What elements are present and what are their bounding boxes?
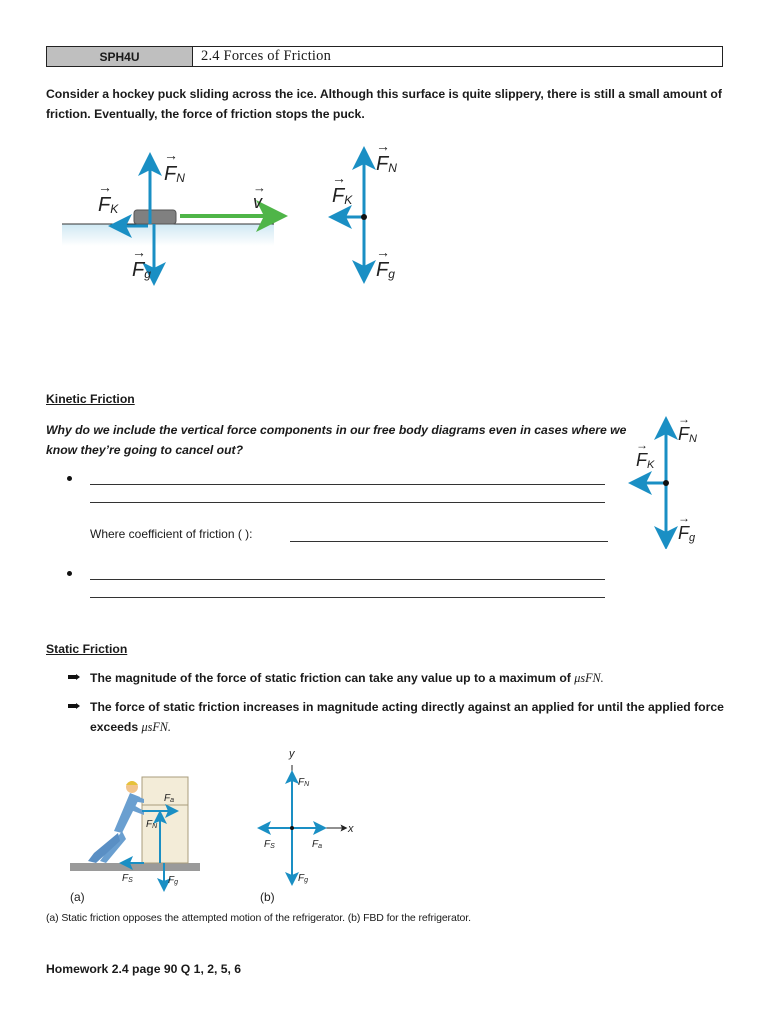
svg-text:→: → xyxy=(678,511,690,525)
person-icon xyxy=(88,781,144,863)
axis-y: y xyxy=(289,748,295,760)
answer-line xyxy=(90,579,605,580)
ice-surface xyxy=(62,224,274,246)
hockey-puck-figure xyxy=(40,140,440,300)
kinetic-fbd-figure xyxy=(625,414,705,549)
header-table xyxy=(46,46,723,67)
intro-line-1: Consider a hockey puck sliding across the ice. Although this surface is quite slippery, there is still a small amount of xyxy=(46,87,722,101)
svg-text:FN: FN xyxy=(146,819,158,830)
svg-text:→: → xyxy=(98,179,112,195)
v-label: v xyxy=(253,192,262,212)
kinetic-friction-heading: Kinetic Friction xyxy=(46,392,135,406)
svg-text:FN: FN xyxy=(376,153,397,175)
svg-text:→: → xyxy=(636,438,648,452)
coefficient-label: Where coefficient of friction ( ): xyxy=(90,527,253,541)
svg-text:Fg: Fg xyxy=(376,259,395,281)
axis-x: x xyxy=(348,823,354,835)
label-b: (b) xyxy=(260,890,275,904)
static-bullet-2: The force of static friction increases in magnitude acting directly against an applied for until the applied force exceeds μsFN. xyxy=(90,700,724,734)
question-line-1: Why do we include the vertical force components in our free body diagrams even in cases where we xyxy=(46,423,627,437)
course-code: SPH4U xyxy=(47,47,193,66)
svg-text:Fg: Fg xyxy=(168,875,179,886)
bullet-dot xyxy=(67,476,72,481)
svg-text:FK: FK xyxy=(332,185,353,207)
svg-text:Fa: Fa xyxy=(312,839,323,850)
answer-line xyxy=(90,484,605,485)
svg-text:→: → xyxy=(164,147,178,163)
puck xyxy=(134,210,176,224)
page-title: 2.4 Forces of Friction xyxy=(201,48,332,64)
figure-caption: (a) Static friction opposes the attempted motion of the refrigerator. (b) FBD for the refrigerator. xyxy=(46,912,471,924)
question-line-2: know they’re going to cancel out? xyxy=(46,443,244,457)
fn-label: FN xyxy=(164,163,185,185)
homework-note: Homework 2.4 page 90 Q 1, 2, 5, 6 xyxy=(46,962,242,976)
floor xyxy=(70,863,200,871)
static-friction-heading: Static Friction xyxy=(46,642,128,656)
answer-line xyxy=(290,541,608,542)
answer-line xyxy=(90,502,605,503)
svg-text:FS: FS xyxy=(122,873,133,884)
svg-text:Fg: Fg xyxy=(678,523,696,544)
svg-text:Fg: Fg xyxy=(298,873,309,884)
svg-text:→: → xyxy=(376,140,390,154)
svg-text:FN: FN xyxy=(678,424,697,445)
svg-text:FK: FK xyxy=(636,450,655,471)
intro-line-2: friction. Eventually, the force of friction stops the puck. xyxy=(46,107,365,121)
bullet-dot xyxy=(67,571,72,576)
fk-label: FK xyxy=(98,194,119,216)
svg-text:→: → xyxy=(132,244,146,260)
svg-text:Fa: Fa xyxy=(164,793,175,804)
answer-line xyxy=(90,597,605,598)
svg-text:FN: FN xyxy=(298,777,310,788)
svg-text:→: → xyxy=(678,414,690,426)
kinetic-question xyxy=(46,420,636,460)
intro-paragraph xyxy=(46,84,736,124)
svg-text:→: → xyxy=(253,180,266,195)
svg-text:FS: FS xyxy=(264,839,275,850)
refrigerator-figure xyxy=(60,745,390,905)
arrow-bullet-icon xyxy=(68,674,80,680)
fbd-dot xyxy=(361,214,367,220)
svg-text:→: → xyxy=(376,244,390,260)
static-bullet-1: The magnitude of the force of static friction can take any value up to a maximum of μsFN. xyxy=(90,671,604,685)
svg-text:→: → xyxy=(332,170,346,186)
arrow-bullet-icon xyxy=(68,703,80,709)
label-a: (a) xyxy=(70,890,85,904)
fg-label: Fg xyxy=(132,259,151,281)
